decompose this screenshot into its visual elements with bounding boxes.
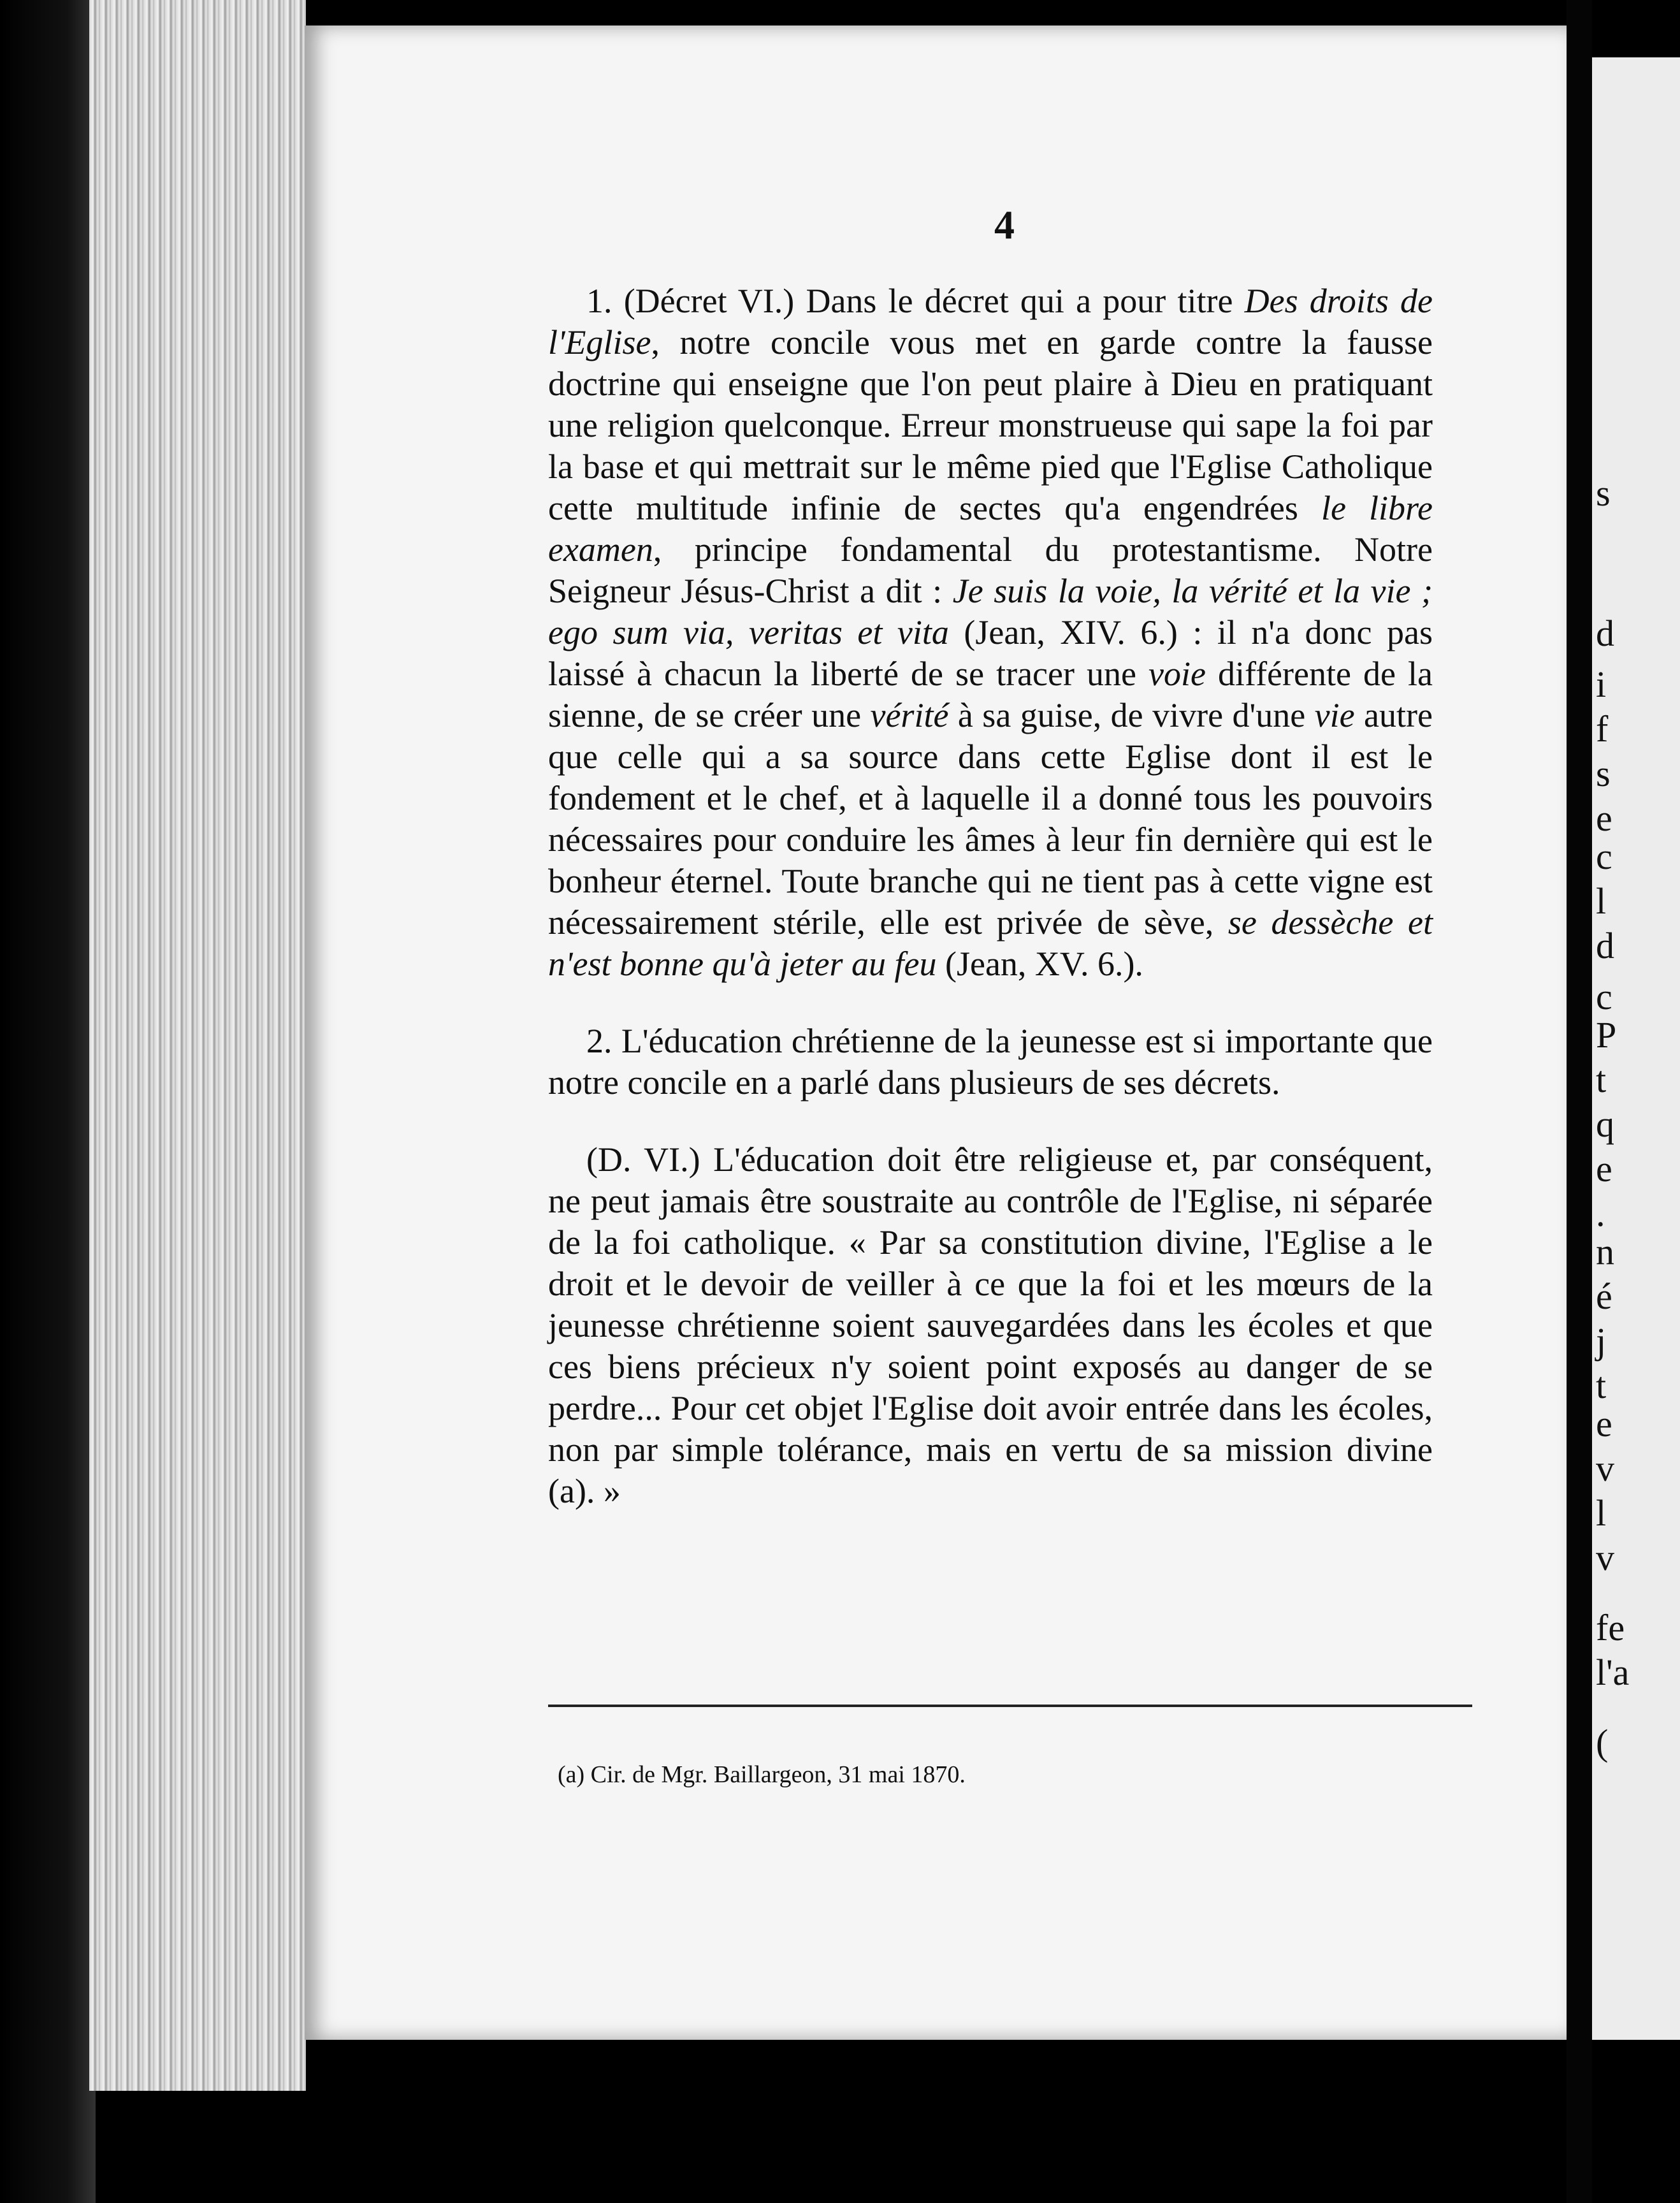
paragraph-d-vi: (D. VI.) L'éducation doit être religieuse et, par conséquent, ne peut jamais être soustraite au contrôle de l'Eglise, ni séparée de la foi catholique. « Par sa constitution divine, l'Eglise a le droit et le devoir de veiller à ce que la foi et les mœurs de la jeunesse chrétienne soient sauvegardées dans les écoles et que ces biens précieux n'y soient point exposés au danger de se perdre... Pour cet objet l'Eglise doit avoir entrée dans les écoles, non par simple tolérance, mais en vertu de sa mission divine (a). » — [548, 1140, 1433, 1510]
facing-page-fragment: l — [1596, 880, 1607, 922]
footnote: (a) Cir. de Mgr. Baillargeon, 31 mai 1870. — [558, 1761, 966, 1788]
gospel-quote: Je suis la voie, la vérité et la vie ; ego sum via, veritas et vita — [548, 572, 1433, 651]
facing-page-fragment: d — [1596, 925, 1614, 966]
facing-page-fragment: e — [1596, 797, 1612, 839]
facing-page-fragment: t — [1596, 1059, 1607, 1100]
decree-title: Des droits de l'Eglise — [548, 282, 1433, 361]
facing-page-fragment: d — [1596, 613, 1614, 654]
facing-page-fragment: n — [1596, 1231, 1614, 1272]
facing-page-fragment: i — [1596, 664, 1607, 705]
page-edges — [89, 0, 306, 2091]
paragraph-education: 2. L'éducation chrétienne de la jeunesse est si importante que notre concile en a parlé dans plusieurs de ses décrets. — [548, 1022, 1433, 1102]
paragraph-decret-vi: 1. (Décret VI.) Dans le décret qui a pour titre Des droits de l'Eglise, notre concile vous met en garde contre la fausse doctrine qui enseigne que l'on peut plaire à Dieu en pratiquant une religion quelconque. Erreur monstrueuse qui sape la foi par la base et qui mettrait sur le même pied que l'Eglise Catholique cette multitude infinie de sectes qu'a engendrées le libre examen, principe fondamental du protestantisme. Notre Seigneur Jésus-Christ a dit : Je suis la voie, la vérité et la vie ; ego sum via, veritas et vita (Jean, XIV. 6.) : il n'a donc pas laissé à chacun la liberté de se tracer une voie différente de la sienne, de se créer une vérité à sa guise, de vivre d'une vie autre que celle qui a sa source dans cette Eglise dont il est le fondement et le chef, et à laquelle il a donné tous les pouvoirs nécessaires pour conduire les âmes à leur fin dernière qui est le bonheur éternel. Toute branche qui ne tient pas à cette vigne est nécessairement stérile, elle est privée de sève, se dessèche et n'est bonne qu'à jeter au feu (Jean, XV. 6.). — [548, 282, 1433, 983]
facing-page-fragment: fe — [1596, 1607, 1625, 1648]
facing-page-fragment: P — [1596, 1014, 1617, 1056]
facing-page-fragment: c — [1596, 836, 1612, 877]
facing-page-fragment: s — [1596, 472, 1611, 514]
facing-page-fragment: j — [1596, 1320, 1607, 1362]
book-shadow-left — [0, 0, 96, 2203]
facing-page-fragment: é — [1596, 1276, 1612, 1317]
facing-page-fragment: v — [1596, 1448, 1614, 1489]
facing-page-fragment: v — [1596, 1537, 1614, 1578]
page-body — [548, 280, 1433, 1548]
facing-page-fragment: l'a — [1596, 1652, 1630, 1693]
footnote-rule — [548, 1705, 1472, 1707]
facing-page-fragment: t — [1596, 1365, 1607, 1406]
facing-page-fragment: e — [1596, 1403, 1612, 1444]
facing-page-fragment: e — [1596, 1148, 1612, 1189]
facing-page-fragment: f — [1596, 708, 1609, 750]
page-number: 4 — [994, 202, 1015, 247]
libre-examen: le libre examen — [548, 489, 1433, 569]
facing-page-fragment: . — [1596, 1193, 1605, 1234]
facing-page-fragment: s — [1596, 753, 1611, 794]
facing-page — [1592, 57, 1680, 2040]
book-gutter — [1567, 0, 1592, 2203]
facing-page-fragment: l — [1596, 1492, 1607, 1534]
facing-page-fragment: q — [1596, 1103, 1614, 1145]
facing-page-fragment: ( — [1596, 1722, 1609, 1763]
facing-page-fragment: c — [1596, 976, 1612, 1017]
vine-quote: se dessèche et n'est bonne qu'à jeter au feu — [548, 903, 1433, 983]
